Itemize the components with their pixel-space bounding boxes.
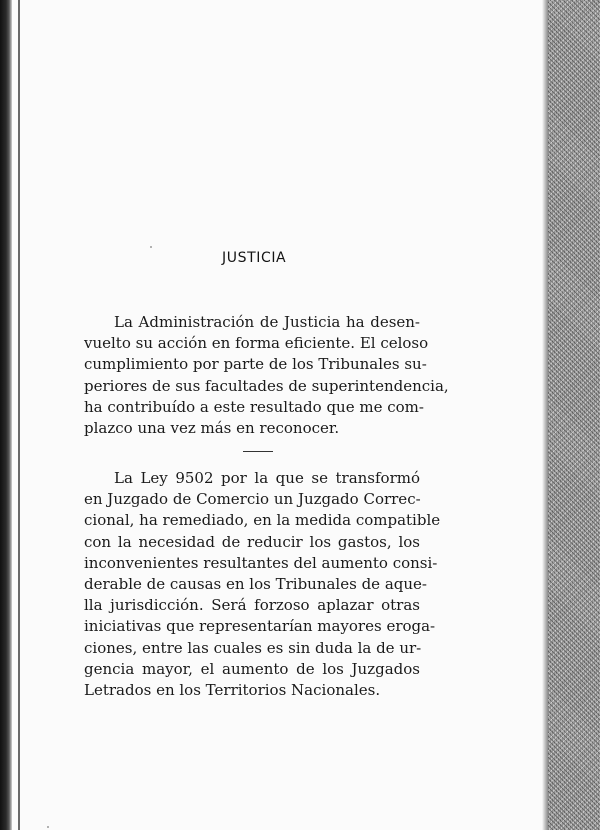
paragraph-line: lla jurisdicción. Será forzoso aplazar otras [84, 596, 420, 615]
paragraph-line: ciones, entre las cuales es sin duda la de ur- [84, 638, 422, 657]
paragraph-line: en Juzgado de Comercio un Juzgado Correc- [84, 490, 421, 509]
paragraph-line: gencia mayor, el aumento de los Juzgados [84, 659, 420, 678]
paragraph-line: cional, ha remediado, en la medida compatible [84, 511, 441, 530]
section-divider [243, 451, 273, 452]
paragraph-line: La Administración de Justicia ha desen- [114, 313, 420, 331]
paragraph-line: ha contribuído a este resultado que me com- [84, 397, 424, 416]
paragraph-line: vuelto su acción en forma eficiente. El celoso [84, 334, 429, 353]
page-binding-line [18, 0, 20, 830]
paragraph-line: derable de causas en los Tribunales de aque- [84, 575, 427, 594]
paragraph-administracion [84, 312, 449, 439]
section-heading: JUSTICIA [222, 250, 287, 266]
paragraph-line: plazco una vez más en reconocer. [84, 419, 340, 438]
paragraph-line: cumplimiento por parte de los Tribunales su- [84, 355, 427, 374]
paragraph-line: Letrados en los Territorios Nacionales. [84, 681, 381, 700]
paper-speck [47, 826, 49, 828]
paragraph-ley-9502 [84, 468, 441, 701]
adjacent-page-edge [548, 0, 600, 830]
paragraph-line: La Ley 9502 por la que se transformó [114, 469, 420, 487]
paragraph-line: inconvenientes resultantes del aumento consi- [84, 553, 438, 572]
paragraph-line: con la necesidad de reducir los gastos, los [84, 532, 420, 551]
paragraph-line: iniciativas que representarían mayores eroga- [84, 617, 436, 636]
paragraph-line: periores de sus facultades de superintendencia, [84, 376, 449, 395]
page-binding-edge [0, 0, 12, 830]
paper-speck [150, 246, 152, 248]
